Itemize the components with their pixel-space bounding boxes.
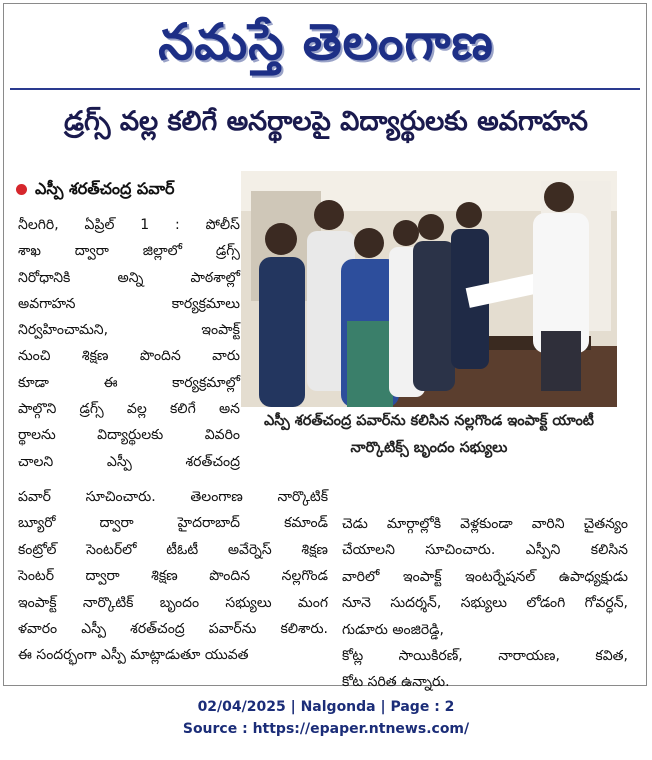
footer-dateline: 02/04/2025 | Nalgonda | Page : 2 — [197, 699, 455, 715]
body-line: ఈ సందర్భంగా ఎస్పీ మాట్లాడుతూ యువత — [18, 647, 249, 664]
body-line: వారిలో ఇంపాక్ట్ ఇంటర్నేషనల్ ఉపాధ్యక్షుడు — [342, 568, 628, 585]
body-line: చాలని ఎస్పీ శరత్‌చంద్ర — [18, 453, 240, 470]
body-line: కంట్రోల్ సెంటర్‌లో టీఓటీ అవేర్నెస్ శిక్షణ — [18, 541, 328, 558]
masthead: నమస్తే తెలంగాణ — [158, 13, 494, 71]
body-line: నిరోధానికి అన్ని పాఠశాల్లో — [18, 269, 240, 286]
newspaper-clipping — [3, 3, 647, 691]
body-line: అవగాహన కార్యక్రమాలు — [18, 295, 240, 312]
body-line: గుడూరు అంజిరెడ్డి, — [342, 621, 444, 638]
body-line: సెంటర్ ద్వారా శిక్షణ పొందిన నల్లగొండ — [18, 568, 328, 585]
byline — [16, 179, 174, 202]
photo-caption: ఎస్పీ శరత్‌చంద్ర పవార్‌ను కలిసిన నల్లగొండ ఇంపాక్ట్ యాంటీ నార్కొటిక్స్ బృందం సభ్యులు — [263, 413, 595, 456]
footer — [0, 696, 652, 740]
photo-illustration — [241, 171, 617, 407]
byline-text: ఎస్పీ శరత్‌చంద్ర పవార్ — [35, 179, 175, 198]
article-body-left — [18, 212, 240, 475]
body-line: నుంచి శిక్షణ పొందిన వారు — [18, 348, 240, 365]
article-body-right — [342, 511, 628, 696]
news-photo — [241, 171, 617, 407]
article-body-bottom-left — [18, 484, 328, 669]
body-line: ర్థాలను విద్యార్థులకు వివరిం — [18, 427, 240, 444]
body-line: కూడా ఈ కార్యక్రమాల్లో — [18, 374, 240, 391]
body-line: బ్యూరో ద్వారా హైదరాబాద్ కమాండ్ — [18, 515, 328, 532]
body-line: శాఖ ద్వారా జిల్లాలో డ్రగ్స్ — [18, 243, 240, 260]
body-line: పవార్ సూచించారు. తెలంగాణ నార్కొటిక్ — [18, 489, 328, 505]
body-line: ఇంపాక్ట్ నార్కొటిక్ బృందం సభ్యులు మంగ — [18, 594, 328, 611]
headline: డ్రగ్స్ వల్ల కలిగే అనర్థాలపై విద్యార్థులకు అవగాహన — [64, 106, 588, 137]
footer-source-link[interactable]: Source : https://epaper.ntnews.com/ — [182, 721, 470, 737]
body-line: నిర్వహించామని, ఇంపాక్ట్ — [18, 322, 240, 339]
bullet-icon — [16, 184, 27, 195]
body-line: కోట్ల సాయికిరణ్, నారాయణ, కవిత, — [342, 648, 628, 665]
body-line: పాల్గొని డ్రగ్స్ వల్ల కలిగే అన — [18, 401, 240, 418]
body-line: కోట సరిత ఉన్నారు. — [342, 674, 450, 691]
body-line: ళవారం ఎస్పీ శరత్‌చంద్ర పవార్‌ను కలిశారు. — [18, 621, 328, 638]
masthead-rule — [10, 88, 640, 90]
body-line: నీలగిరి, ఏప్రిల్ 1 : పోలీస్ — [18, 217, 240, 233]
body-line: నూనె సుదర్శన్, సభ్యులు లోడంగి గోవర్ధన్, — [342, 595, 628, 612]
body-line: చేయాలని సూచించారు. ఎస్పీని కలిసిన — [342, 542, 628, 559]
body-line: చెడు మార్గాల్లోకి వెళ్లకుండా వారిని చైతన్యం — [342, 516, 628, 532]
